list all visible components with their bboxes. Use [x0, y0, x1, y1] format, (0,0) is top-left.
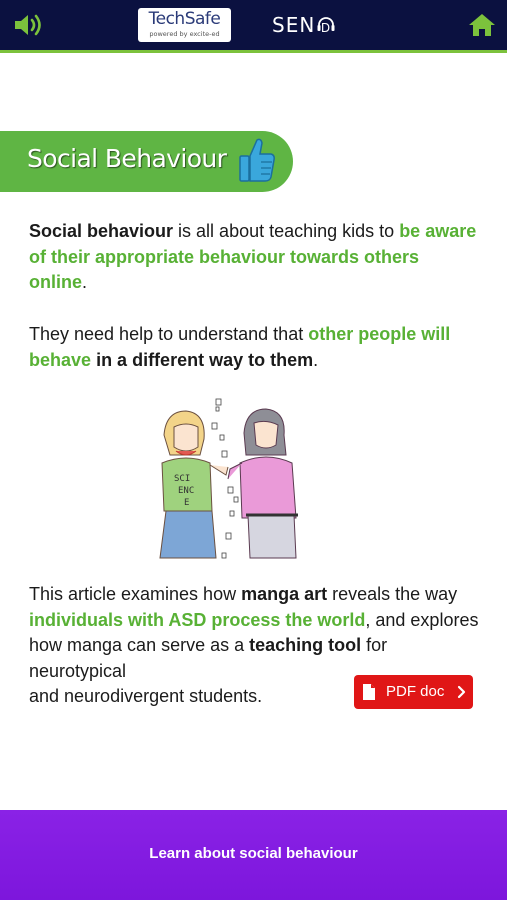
intro-text: is all about teaching kids to — [173, 221, 400, 241]
article-text-5: and neurodivergent students. — [29, 686, 263, 706]
logo-sub-text: powered by excite-ed — [149, 30, 220, 38]
shirt-line-3: E — [184, 498, 190, 508]
right-figure — [228, 409, 298, 558]
shirt-line-1: SCI — [174, 474, 191, 484]
sen-logo — [272, 13, 337, 39]
section-title: Social Behaviour — [27, 144, 227, 173]
thumbs-up-icon — [236, 136, 276, 184]
top-bar — [0, 0, 507, 50]
intro-paragraph — [29, 219, 479, 296]
pdf-doc-label: PDF doc — [386, 683, 445, 700]
emphasis-manga-art: manga art — [241, 584, 328, 604]
term-social-behaviour: Social behaviour — [29, 221, 174, 241]
understanding-text: They need help to understand that — [29, 324, 309, 344]
understanding-period: . — [313, 349, 319, 370]
shirt-line-2: ENC — [178, 486, 195, 496]
pdf-doc-button[interactable] — [354, 675, 473, 709]
sen-d-headphones-icon — [315, 13, 337, 37]
floating-squares — [212, 399, 238, 558]
techsafe-logo — [138, 8, 231, 42]
svg-text:D: D — [321, 21, 332, 35]
manga-illustration — [150, 393, 320, 565]
emphasis-teaching-tool: teaching tool — [249, 635, 362, 655]
chevron-right-icon — [457, 685, 466, 699]
left-figure — [160, 411, 228, 558]
intro-period: . — [82, 272, 88, 292]
highlight-appropriate-behaviour: be aware of their appropriate behaviour towards others online — [29, 221, 477, 292]
understanding-paragraph — [29, 322, 479, 373]
highlight-asd: individuals with ASD process the world — [29, 609, 366, 630]
document-icon — [362, 683, 376, 701]
top-bar-accent-line — [0, 50, 507, 53]
sen-logo-text: SEN — [272, 13, 316, 37]
article-text-2: reveals the way — [327, 584, 458, 604]
learn-more-button[interactable] — [0, 810, 507, 900]
speaker-icon[interactable] — [12, 12, 44, 38]
home-icon[interactable] — [468, 12, 496, 38]
article-text-1: This article examines how — [29, 584, 242, 604]
emphasis-different-way: in a different way to them — [96, 349, 314, 370]
logo-main-text: TechSafe — [148, 9, 221, 29]
learn-more-label: Learn about social behaviour — [149, 845, 358, 862]
article-text-3: , and explores how manga can serve as a — [29, 609, 479, 655]
article-text-4: for neurotypical — [29, 635, 388, 681]
highlight-other-people: other people will behave — [29, 324, 451, 370]
